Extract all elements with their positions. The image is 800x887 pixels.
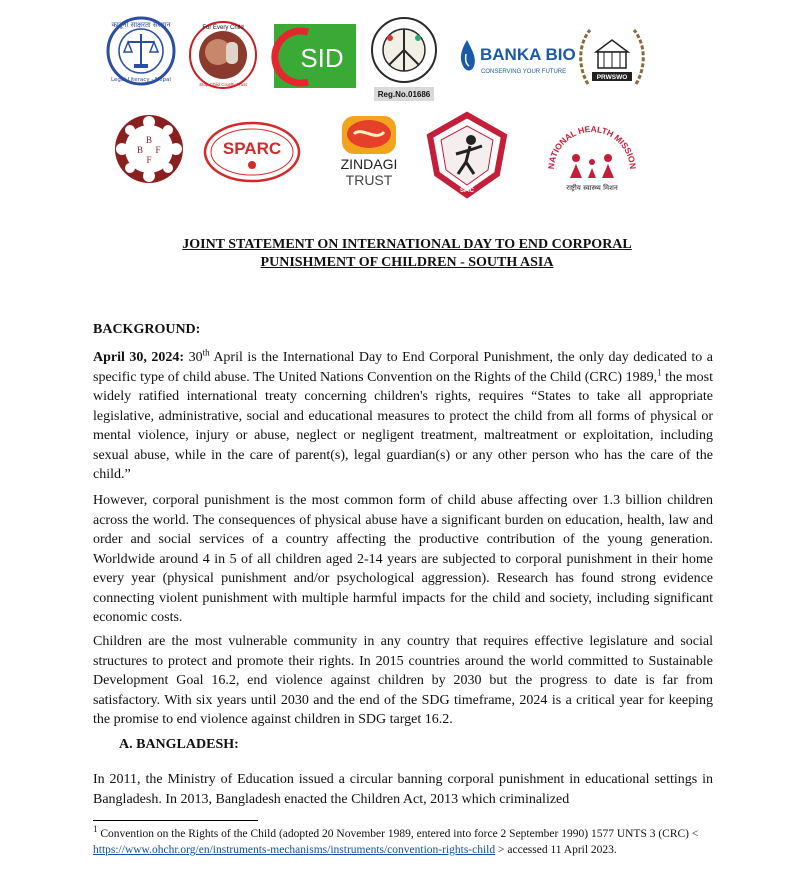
footnote-1: $^1$ Convention on the Rights of the Child (adopted 20 November 1989, entered into force 2 September 1990) 1577 UNTS 3 (CRC) < https://www.ohchr.org/en/instruments-mechanisms/instruments/convention-rights-child > accessed 11 April 2023. [93,824,699,856]
spic-logo [426,112,508,198]
paragraph-4: In 2011, the Ministry of Education issued a circular banning corporal punishment in educational settings in Bangladesh. In 2013, Bangladesh enacted the Children Act, 2013 which criminalized [93,772,713,807]
spic-text: SPIC [459,188,475,194]
title-line-2: PUNISHMENT OF CHILDREN - SOUTH ASIA [260,255,554,270]
for-every-child-text: For Every Child [202,25,244,31]
statement-body [93,236,713,807]
zindagi-trust-logo [332,114,406,190]
nhm-hindi-text: राष्ट्रीय स्वास्थ्य मिशन [566,184,618,192]
paragraph-2: However, corporal punishment is the most common form of child abuse affecting over 1.3 billion children across the world. The consequences of physical abuse have a significant burden on education, health, law and order and social services of a country affecting the productive contribution of the young generation. Worldwide around 4 in 5 of all children aged 2-14 years are subjected to corporal punishment in their home every year (physical punishment and/or psychological aggression). Research has found strong evidence connecting violent punishment with multiple harmful impacts for the child and society, including significant economic costs. [93,493,713,625]
bbff-letter-3: F [155,145,161,155]
zindagi-text: ZINDAGI [340,156,398,172]
legal-literacy-bottom-text: Legal Literacy - Nepal [111,77,171,83]
title-line-1: JOINT STATEMENT ON INTERNATIONAL DAY TO END CORPORAL [182,237,632,252]
statement-title [93,236,713,272]
bbff-letter-4: F [146,155,152,165]
banka-bio-name: BANKA BIO [480,45,576,64]
csid-text: SID [300,43,344,73]
bbff-logo [112,112,186,186]
section-bangladesh-heading: A. BANGLADESH: [119,737,239,752]
peace-society-reg-text: Reg.No.01686 [377,90,431,99]
prwswo-logo [576,22,648,90]
footnote-ref-1: 1 [657,366,662,377]
banka-bio-tagline: CONSERVING YOUR FUTURE [481,69,567,75]
partner-logos [0,0,800,200]
nhm-arc-text: NATIONAL HEALTH MISSION [545,124,639,170]
banka-bio-logo [458,36,576,80]
crc-link[interactable]: https://www.ohchr.org/en/instruments-mechanisms/instruments/convention-rights-child [93,844,496,856]
stop-child-cruelty-text: Stop Child Cruelty Trust [199,82,247,87]
prwswo-text: PRWSWO [596,74,628,81]
csid-logo [274,24,356,88]
paragraph-3: Children are the most vulnerable community in any country that requires effective legislature and social structures to protect and promote their rights. In 2015 countries around the world committed to Sustainable Development Goal 16.2, end violence against children by 2030 but the progress to date is far from satisfactory. With six years until 2030 and the end of the SDG timeframe, 2024 is a critical year for keeping the promise to end violence against children in SDG target 16.2. [93,634,713,727]
bbff-letter-2: B [136,145,144,155]
sparc-text: SPARC [222,139,282,158]
stop-child-cruelty-logo [188,20,258,90]
legal-literacy-top-text: कानूनी साक्षरता संस्थान [111,21,171,29]
statement-date: April 30, 2024: [93,350,185,365]
background-heading: BACKGROUND: [93,322,201,337]
bbff-letter-1: B [145,135,153,145]
trust-text: TRUST [345,172,393,188]
peace-society-logo [368,16,440,102]
legal-literacy-nepal-logo [106,16,176,86]
paragraph-1: April 30, 2024: 30th April is the International Day to End Corporal Punishment, the only day dedicated to a specific type of child abuse. The United Nations Convention on the Rights of the Child (CRC) 1989,$^1$ the most widely ratified international treaty concerning children's rights, requires “States to take all appropriate legislative, administrative, social and educational measures to protect the child from all forms of physical or mental violence, injury or abuse, neglect or negligent treatment, maltreatment or exploitation, including sexual abuse, while in the care of parent(s), legal guardian(s) or any other person who has the care of the child.” [93,347,713,482]
footnote-divider [93,820,258,821]
sparc-logo [202,120,302,184]
national-health-mission-logo [540,124,644,198]
